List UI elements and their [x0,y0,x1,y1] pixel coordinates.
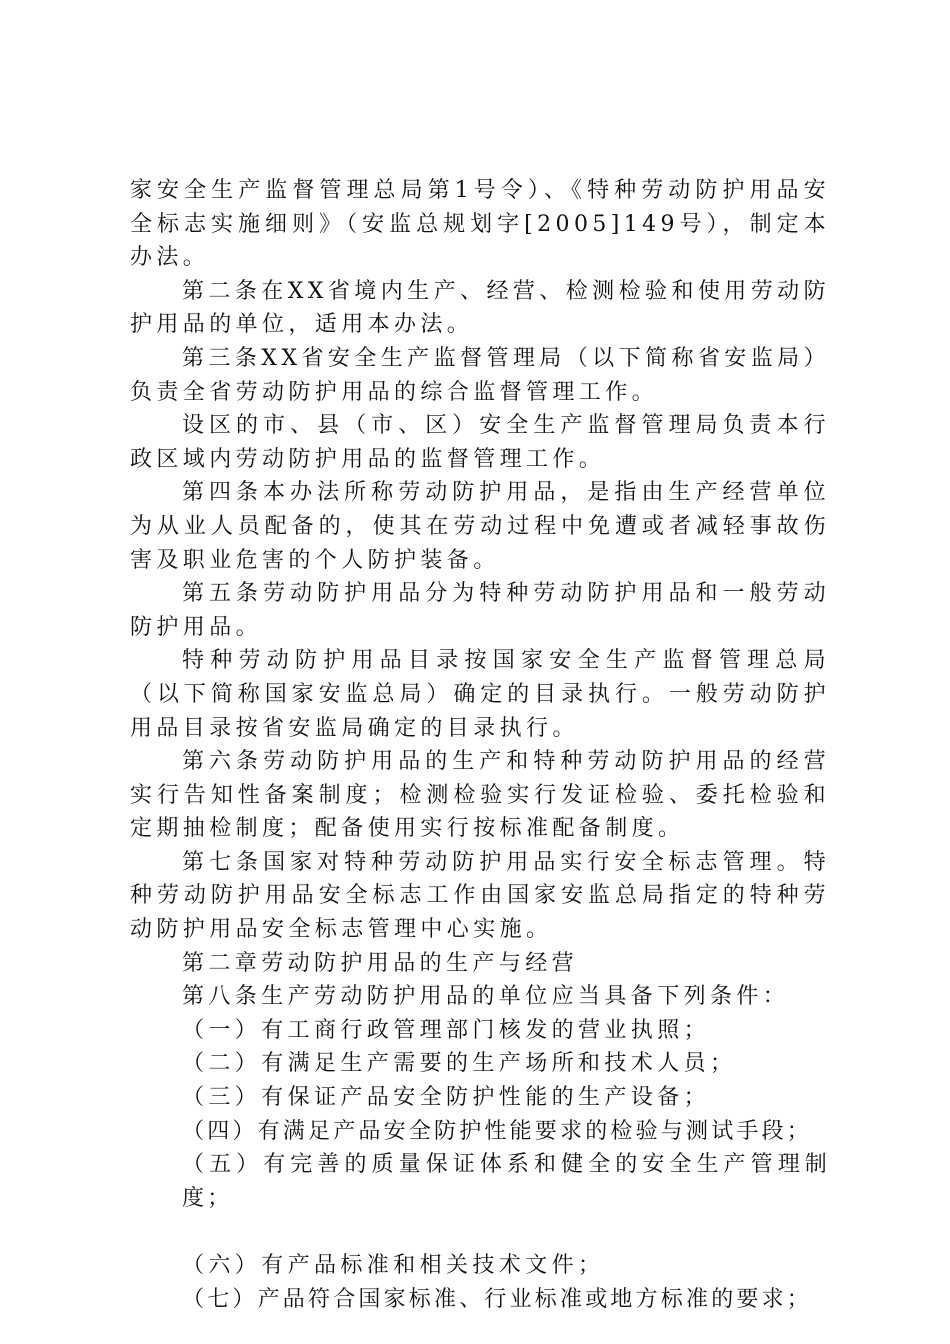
condition-item-7: （七）产品符合国家标准、行业标准或地方标准的要求； [182,1286,813,1312]
condition-item-5: （五）有完善的质量保证体系和健全的安全生产管理制度； [182,1152,830,1211]
condition-item-1: （一）有工商行政管理部门核发的营业执照； [182,1017,711,1043]
article-4: 第四条本办法所称劳动防护用品，是指由生产经营单位为从业人员配备的，使其在劳动过程中免遭或者减轻事故伤害及职业危害的个人防护装备。 [130,480,830,573]
paragraph-continuation: 家安全生产监督管理总局第1号令）、《特种劳动防护用品安全标志实施细则》（安监总规划字[2005]149号），制定本办法。 [130,178,830,271]
article-3-paragraph-2: 设区的市、县（市、区）安全生产监督管理局负责本行政区域内劳动防护用品的监督管理工作。 [130,413,830,472]
article-3: 第三条XX省安全生产监督管理局（以下简称省安监局）负责全省劳动防护用品的综合监督管理工作。 [130,345,830,405]
article-5: 第五条劳动防护用品分为特种劳动防护用品和一般劳动防护用品。 [130,581,830,640]
condition-item-4: （四）有满足产品安全防护性能要求的检验与测试手段； [182,1118,813,1144]
blank-line [130,1215,830,1249]
condition-item-6: （六）有产品标准和相关技术文件； [182,1253,605,1278]
article-7: 第七条国家对特种劳动防护用品实行安全标志管理。特种劳动防护用品安全标志工作由国家安监总局指定的特种劳动防护用品安全标志管理中心实施。 [130,849,830,943]
article-6: 第六条劳动防护用品的生产和特种劳动防护用品的经营实行告知性备案制度；检测检验实行发证检验、委托检验和定期抽检制度；配备使用实行按标准配备制度。 [130,749,830,842]
document-body [130,174,830,1316]
article-2: 第二条在XX省境内生产、经营、检测检验和使用劳动防护用品的单位，适用本办法。 [130,278,830,338]
condition-item-3: （三）有保证产品安全防护性能的生产设备； [182,1085,711,1111]
article-8: 第八条生产劳动防护用品的单位应当具备下列条件： [182,984,790,1010]
article-5-paragraph-2: 特种劳动防护用品目录按国家安全生产监督管理总局（以下简称国家安监总局）确定的目录执行。一般劳动防护用品目录按省安监局确定的目录执行。 [130,648,830,741]
chapter-2-heading: 第二章劳动防护用品的生产与经营 [182,950,579,976]
condition-item-2: （二）有满足生产需要的生产场所和技术人员； [182,1051,737,1077]
